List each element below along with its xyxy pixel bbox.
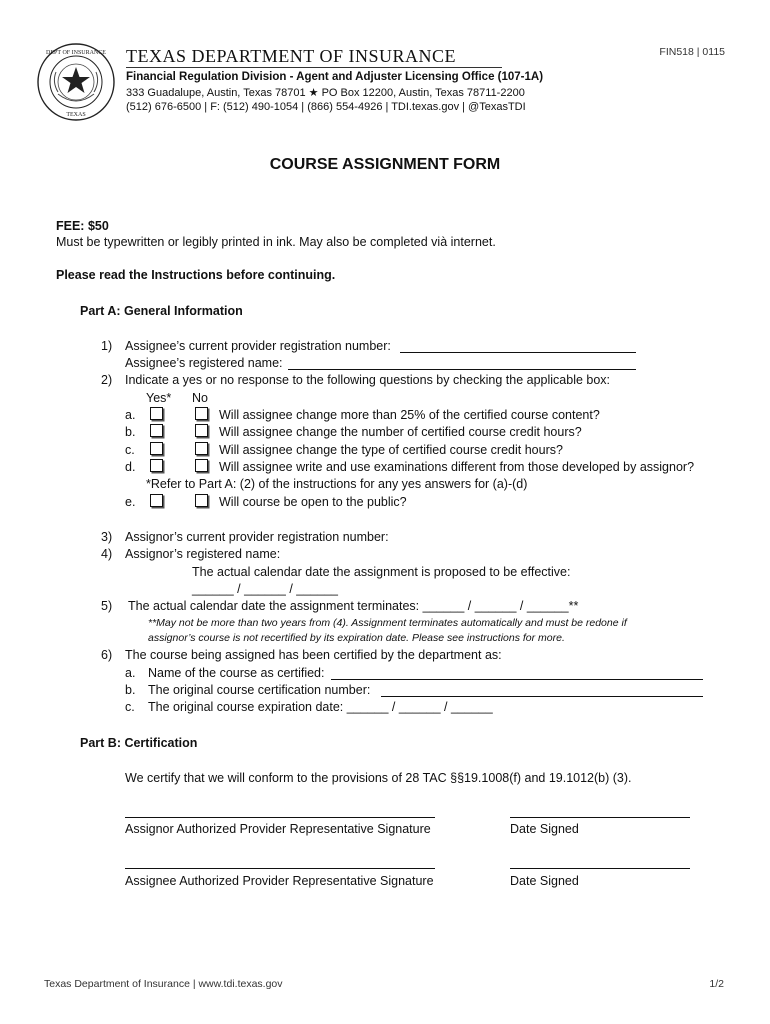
q6a-label: Name of the course as certified: <box>148 666 325 680</box>
q1-number: 1) <box>101 339 113 353</box>
assignee-date-field[interactable] <box>510 868 690 869</box>
assignor-signature-label: Assignor Authorized Provider Representative Signature <box>125 822 431 836</box>
item-c-letter: c. <box>125 443 135 457</box>
item-e-yes-checkbox[interactable] <box>150 494 163 507</box>
item-c-yes-checkbox[interactable] <box>150 442 163 455</box>
assignor-signature-field[interactable] <box>125 817 435 818</box>
item-a-letter: a. <box>125 408 136 422</box>
yes-column-label: Yes* <box>146 391 172 405</box>
svg-text:TEXAS: TEXAS <box>66 112 86 118</box>
refer-note: *Refer to Part A: (2) of the instructions for any yes answers for (a)-(d) <box>146 477 528 491</box>
q3-label: Assignor’s current provider registration number: <box>125 530 389 544</box>
q4-number: 4) <box>101 547 113 561</box>
contact-line: (512) 676-6500 | F: (512) 490-1054 | (866) 554-4926 | TDI.texas.gov | @TexasTDI <box>126 101 526 113</box>
q2-number: 2) <box>101 373 113 387</box>
no-column-label: No <box>192 391 208 405</box>
assignee-registration-number-field[interactable] <box>400 352 636 353</box>
item-b-no-checkbox[interactable] <box>195 424 208 437</box>
fee: FEE: $50 <box>56 219 109 233</box>
assignee-signature-label: Assignee Authorized Provider Representative Signature <box>125 874 434 888</box>
item-a-yes-checkbox[interactable] <box>150 407 163 420</box>
item-d-text: Will assignee write and use examinations different from those developed by assignor? <box>219 460 695 474</box>
assignee-name-label: Assignee’s registered name: <box>125 356 283 370</box>
item-c-no-checkbox[interactable] <box>195 442 208 455</box>
q3-number: 3) <box>101 530 113 544</box>
tdi-seal-logo <box>36 42 116 122</box>
form-title: COURSE ASSIGNMENT FORM <box>269 156 501 173</box>
q6-label: The course being assigned has been certified by the department as: <box>125 648 502 662</box>
item-b-letter: b. <box>125 425 136 439</box>
item-e-no-checkbox[interactable] <box>195 494 208 507</box>
certification-number-field[interactable] <box>381 696 703 697</box>
item-c-text: Will assignee change the type of certified course credit hours? <box>219 443 563 457</box>
q6c-label[interactable]: The original course expiration date: ______ / ______ / ______ <box>148 700 493 714</box>
page-number: 1/2 <box>709 978 724 990</box>
q4-label: Assignor’s registered name: <box>125 547 281 561</box>
q5-note-line1: **May not be more than two years from (4). Assignment terminates automatically and must be redone if <box>148 617 627 629</box>
item-e-letter: e. <box>125 495 136 509</box>
form-number: FIN518 | 0115 <box>659 46 725 58</box>
typewritten-note: Must be typewritten or legibly printed in ink. May also be completed vià internet. <box>56 235 496 249</box>
q5-note-line2: assignor’s course is not recertified by its expiration date. Please see instructions for more. <box>148 632 565 644</box>
assignee-signature-field[interactable] <box>125 868 435 869</box>
read-instructions: Please read the Instructions before continuing. <box>56 268 336 282</box>
division-line: Financial Regulation Division - Agent and Adjuster Licensing Office (107-1A) <box>126 71 544 83</box>
item-b-text: Will assignee change the number of certified course credit hours? <box>219 425 582 439</box>
footer-text: Texas Department of Insurance | www.tdi.texas.gov <box>44 978 283 990</box>
q6c-letter: c. <box>125 700 135 714</box>
item-a-no-checkbox[interactable] <box>195 407 208 420</box>
assignor-date-field[interactable] <box>510 817 690 818</box>
course-name-field[interactable] <box>331 679 703 680</box>
item-e-text: Will course be open to the public? <box>219 495 407 509</box>
q6b-letter: b. <box>125 683 136 697</box>
effective-date-field[interactable]: ______ / ______ / ______ <box>192 582 338 596</box>
svg-text:DEPT OF INSURANCE: DEPT OF INSURANCE <box>46 50 106 56</box>
assignee-date-label: Date Signed <box>510 874 579 888</box>
q2-label: Indicate a yes or no response to the following questions by checking the applicable box: <box>125 373 611 387</box>
q6-number: 6) <box>101 648 113 662</box>
q6b-label: The original course certification number: <box>148 683 371 697</box>
item-b-yes-checkbox[interactable] <box>150 424 163 437</box>
part-b-heading: Part B: Certification <box>80 736 198 750</box>
assignor-date-label: Date Signed <box>510 822 579 836</box>
effective-date-label: The actual calendar date the assignment is proposed to be effective: <box>192 565 571 579</box>
certify-statement: We certify that we will conform to the provisions of 28 TAC §§19.1008(f) and 19.1012(b) (3). <box>125 771 632 785</box>
part-a-heading: Part A: General Information <box>80 304 243 318</box>
header-rule <box>126 67 502 68</box>
q5-number: 5) <box>101 599 113 613</box>
item-a-text: Will assignee change more than 25% of the certified course content? <box>219 408 600 422</box>
address-line: 333 Guadalupe, Austin, Texas 78701 ★ PO Box 12200, Austin, Texas 78711-2200 <box>126 87 525 99</box>
q5-label[interactable]: The actual calendar date the assignment terminates: ______ / ______ / ______** <box>128 599 579 613</box>
assignee-name-field[interactable] <box>288 369 636 370</box>
item-d-letter: d. <box>125 460 136 474</box>
item-d-no-checkbox[interactable] <box>195 459 208 472</box>
item-d-yes-checkbox[interactable] <box>150 459 163 472</box>
q6a-letter: a. <box>125 666 136 680</box>
agency-name: TEXAS DEPARTMENT OF INSURANCE <box>126 46 456 66</box>
q1-label: Assignee’s current provider registration number: <box>125 339 391 353</box>
